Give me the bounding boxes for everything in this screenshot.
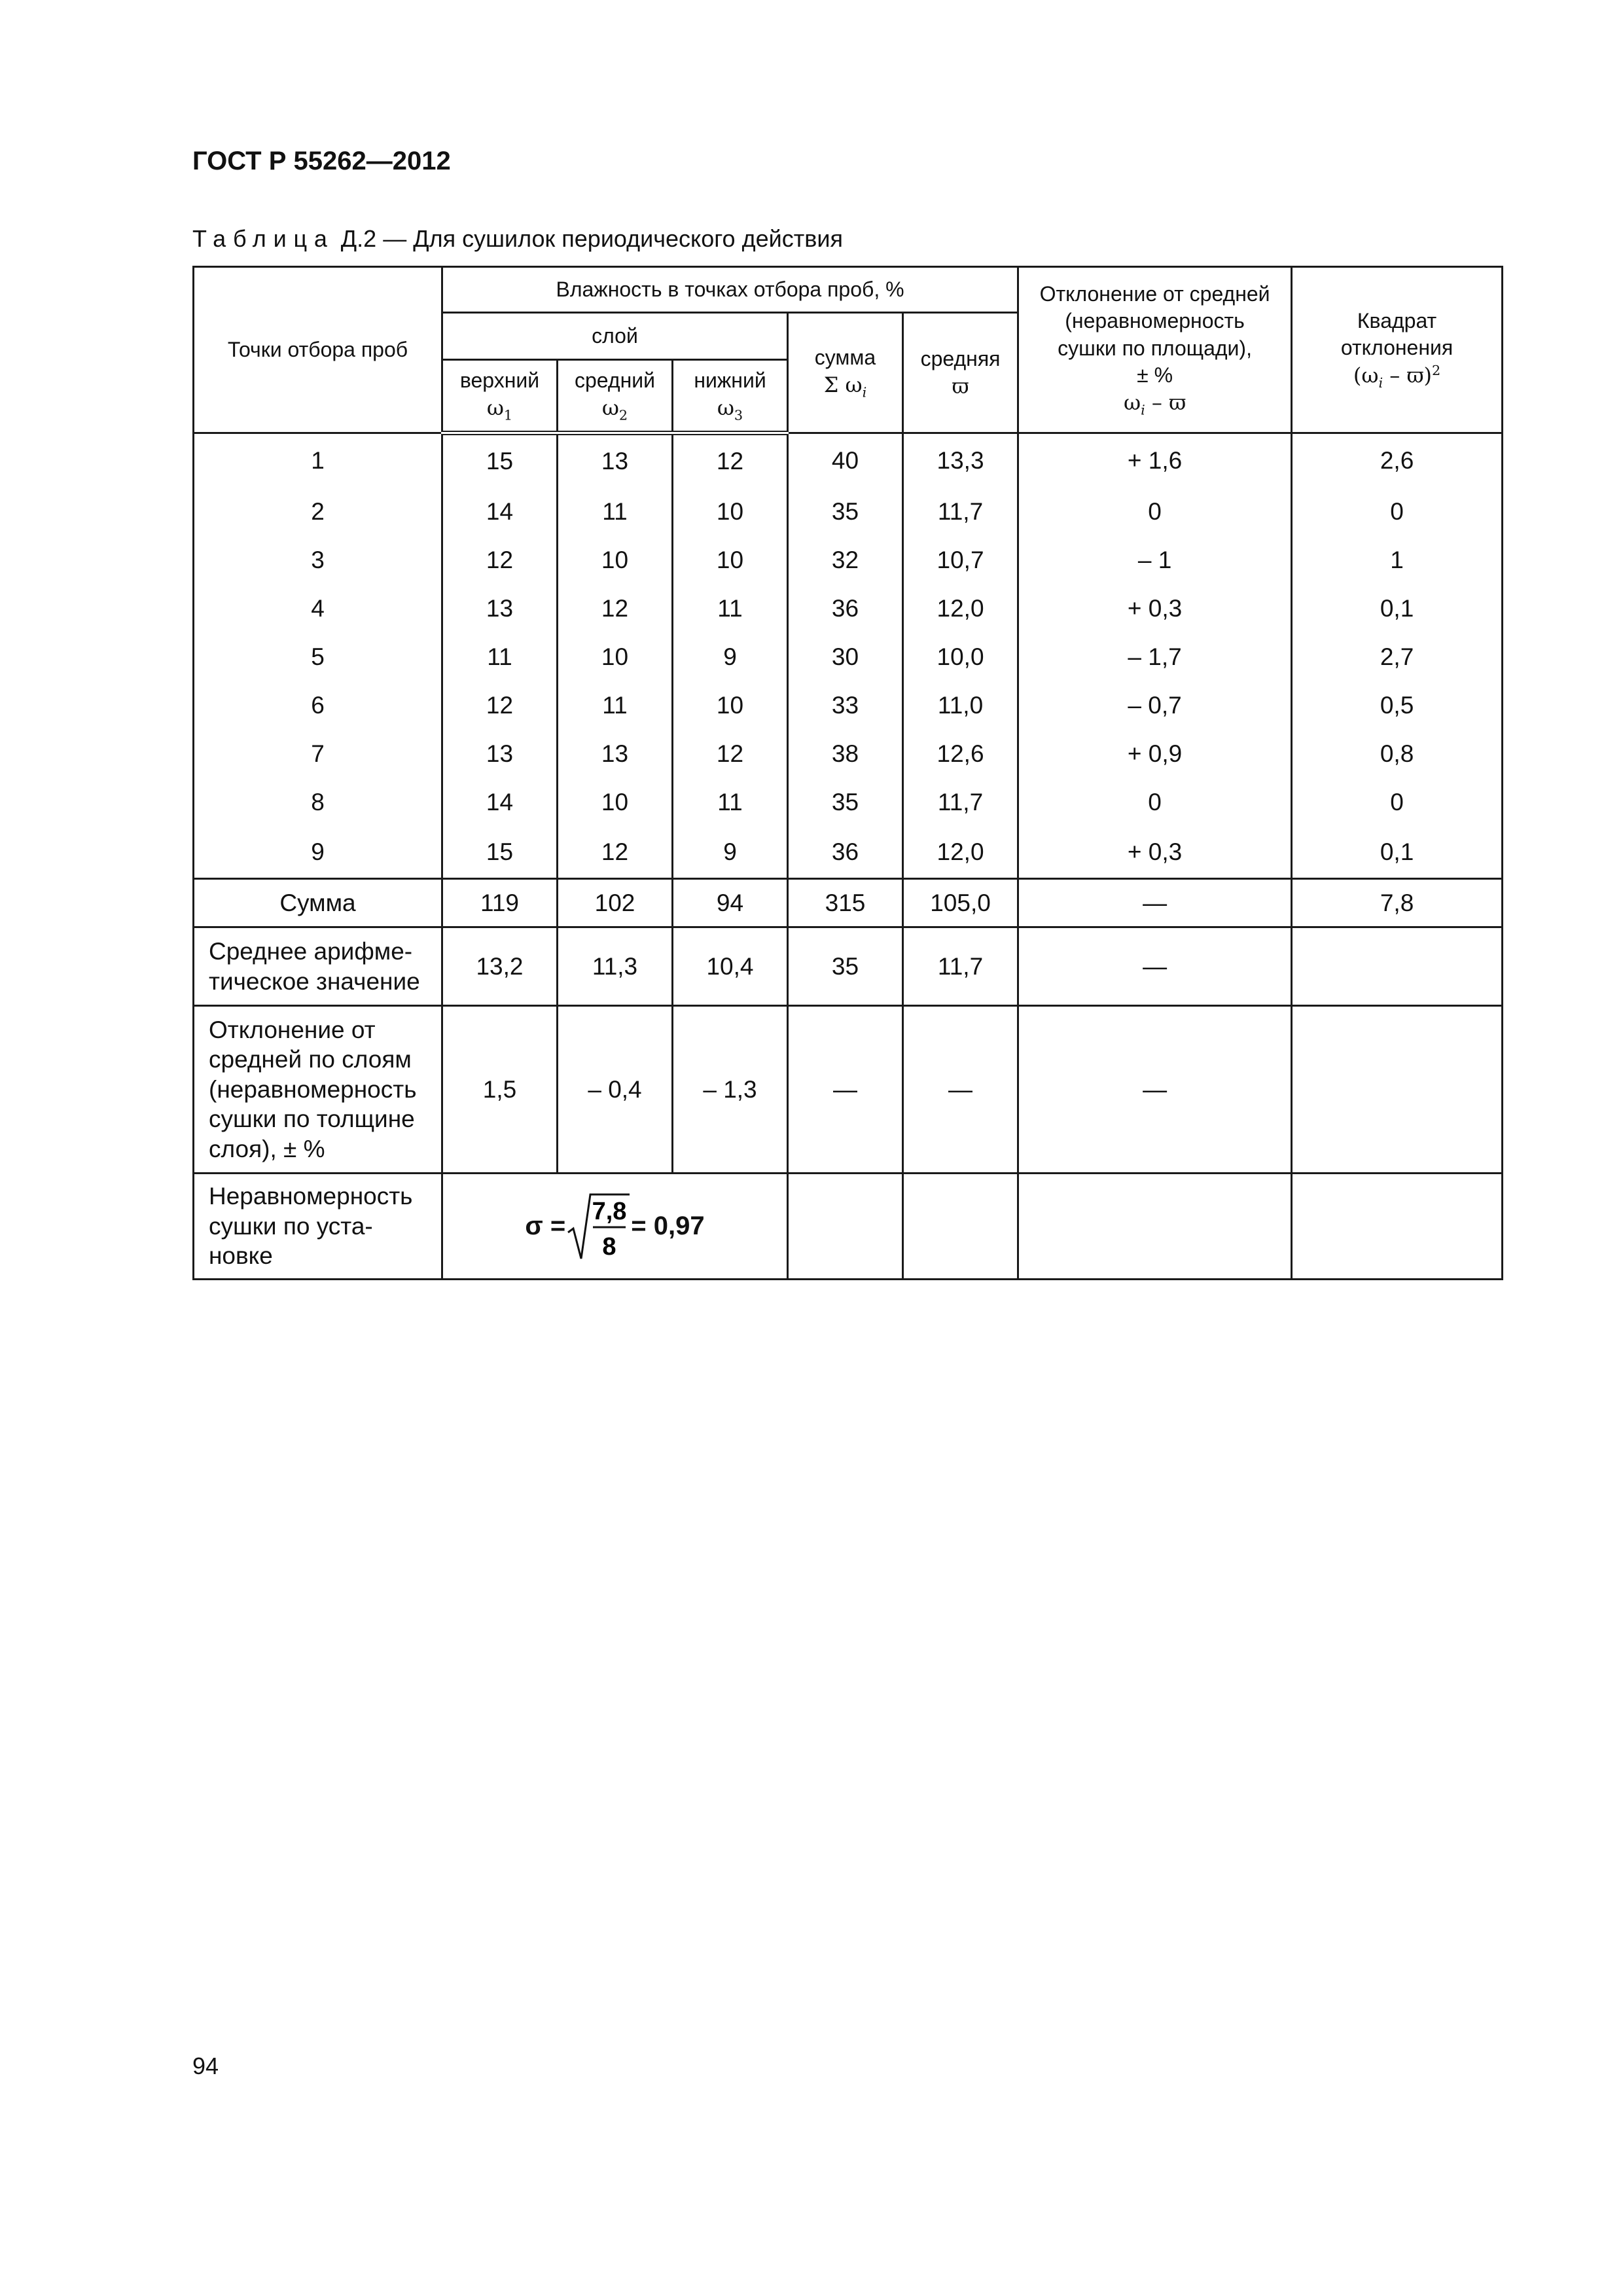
middle-sym: ω [601,395,619,420]
header-deviation-line1: Отклонение от средней [1039,281,1270,306]
table-cell: 12,0 [903,827,1018,879]
header-square [1292,267,1503,433]
sum-row-cell: 105,0 [903,879,1018,927]
header-upper [442,360,558,433]
table-cell: 11 [558,488,673,536]
layer-dev-line5: слоя), ± % [209,1135,325,1162]
sum-row-cell: 119 [442,879,558,927]
table-cell: – 1,7 [1018,633,1292,681]
table-cell: 10 [558,536,673,584]
mean-row-cell: 10,4 [673,927,788,1006]
header-deviation-line2: (неравномерность [1065,309,1245,333]
header-layer: слой [442,313,788,360]
layer-deviation-cell: — [788,1006,903,1174]
header-middle [558,360,673,433]
table-cell: 10,0 [903,633,1018,681]
square-sym-a: (ω [1353,363,1379,388]
table-cell: 12,6 [903,730,1018,778]
table-cell: – 0,7 [1018,681,1292,730]
table-cell: 12 [558,827,673,879]
header-upper-label: верхний [459,368,540,392]
header-sampling-points: Точки отбора проб [194,267,442,433]
table-cell: 12 [442,536,558,584]
sum-row-cell: 102 [558,879,673,927]
table-row [194,433,1503,488]
header-lower-symbol [677,395,783,424]
table-cell: 0 [1018,778,1292,827]
layer-deviation-cell: – 0,4 [558,1006,673,1174]
table-cell: 14 [442,778,558,827]
table-cell: 35 [788,778,903,827]
table-cell: 11 [673,584,788,633]
table-cell: 13 [442,730,558,778]
mean-label-line2: тическое значение [209,967,420,995]
layer-deviation-cell: — [1018,1006,1292,1174]
layer-deviation-cell [1292,1006,1503,1174]
sum-row-cell: 7,8 [1292,879,1503,927]
square-sub: i [1378,375,1383,391]
table-cell: 11 [442,633,558,681]
header-square-line2: отклонения [1340,336,1454,360]
table-cell: 0 [1292,488,1503,536]
mean-row [194,927,1503,1006]
header-square-line1: Квадрат [1357,308,1437,332]
table-cell: 32 [788,536,903,584]
unevenness-row [194,1174,1503,1280]
mean-row-cell [1292,927,1503,1006]
table-cell: 30 [788,633,903,681]
layer-deviation-cell: – 1,3 [673,1006,788,1174]
header-average-symbol: ϖ [952,373,969,399]
sum-row [194,879,1503,927]
mean-row-label [194,927,442,1006]
deviation-sym-a: ω [1123,389,1141,415]
unevenness-line1: Неравномерность [209,1183,413,1210]
unevenness-label [194,1174,442,1280]
table-cell: 0,8 [1292,730,1503,778]
square-root-icon [565,1191,631,1263]
sigma-formula [525,1191,704,1263]
table-cell: 10 [673,488,788,536]
header-sum-symbol [793,372,898,401]
table-cell: 9 [673,633,788,681]
sum-row-cell: 94 [673,879,788,927]
table-cell: 12 [442,681,558,730]
table-row [194,827,1503,879]
table-cell: 33 [788,681,903,730]
layer-dev-line1: Отклонение от [209,1016,376,1043]
table-body [194,433,1503,879]
sum-sub: i [862,384,867,400]
table-cell: 11,7 [903,488,1018,536]
point-number-cell: 1 [194,433,442,488]
table-row [194,633,1503,681]
unevenness-line3: новке [209,1242,273,1270]
table-cell: 14 [442,488,558,536]
caption-number: Д.2 [340,225,377,252]
table-cell: 2,7 [1292,633,1503,681]
table-cell: 13 [442,584,558,633]
header-middle-symbol [562,395,668,424]
caption-text: Для сушилок периодического действия [413,225,843,252]
sum-row-cell: 315 [788,879,903,927]
table-cell: 10 [673,536,788,584]
unevenness-line2: сушки по уста- [209,1212,373,1240]
mean-row-cell: 35 [788,927,903,1006]
point-number-cell: 5 [194,633,442,681]
header-middle-label: средний [575,368,655,392]
page-number: 94 [192,2053,219,2079]
table-cell: 0 [1292,778,1503,827]
table-cell: 12,0 [903,584,1018,633]
header-average-label: средняя [920,346,1001,370]
point-number-cell: 3 [194,536,442,584]
table-cell: 12 [673,730,788,778]
point-number-cell: 8 [194,778,442,827]
caption-dash: — [383,225,407,252]
table-row [194,681,1503,730]
layer-dev-line4: сушки по толщине [209,1105,415,1133]
deviation-sym-b: – ϖ [1145,389,1186,415]
header-sum [788,313,903,433]
sum-row-label: Сумма [194,879,442,927]
table-cell: 10 [558,778,673,827]
upper-sub: 1 [503,406,513,423]
formula-denominator: 8 [602,1232,616,1261]
lower-sub: 3 [734,406,743,423]
table-cell: 12 [673,433,788,488]
mean-row-cell: 11,3 [558,927,673,1006]
table-row [194,488,1503,536]
table-row [194,584,1503,633]
header-square-symbol [1296,362,1497,392]
table-cell: 11 [558,681,673,730]
table-cell: 0,5 [1292,681,1503,730]
unevenness-empty-cell [788,1174,903,1280]
mean-row-cell: — [1018,927,1292,1006]
table-cell: – 1 [1018,536,1292,584]
deviation-sub: i [1141,402,1145,418]
drying-table [192,266,1503,1280]
layer-deviation-label [194,1006,442,1174]
formula-lhs: σ = [525,1211,566,1240]
middle-sub: 2 [618,406,628,423]
unevenness-empty-cell [903,1174,1018,1280]
formula-result: = 0,97 [631,1211,705,1240]
layer-dev-line2: средней по слоям [209,1046,412,1073]
table-cell: 36 [788,827,903,879]
mean-row-cell: 13,2 [442,927,558,1006]
header-lower [673,360,788,433]
document-header: ГОСТ Р 55262—2012 [192,147,451,175]
header-upper-symbol [447,395,552,424]
table-cell: 10 [558,633,673,681]
table-cell: 2,6 [1292,433,1503,488]
upper-sym: ω [486,395,504,420]
table-cell: 12 [558,584,673,633]
layer-deviation-cell: — [903,1006,1018,1174]
header-deviation-symbol [1023,389,1287,419]
header-sum-label: сумма [814,345,876,369]
table-cell: 35 [788,488,903,536]
mean-label-line1: Среднее арифме- [209,938,413,965]
table-cell: 0 [1018,488,1292,536]
point-number-cell: 6 [194,681,442,730]
table-cell: 0,1 [1292,827,1503,879]
unevenness-empty-cell [1018,1174,1292,1280]
caption-prefix: Таблица [192,225,334,252]
table-cell: 11 [673,778,788,827]
sum-row-cell: — [1018,879,1292,927]
lower-sym: ω [717,395,734,420]
table-row [194,536,1503,584]
table-cell: + 0,3 [1018,827,1292,879]
header-lower-label: нижний [694,368,766,392]
table-cell: + 0,3 [1018,584,1292,633]
table-cell: 40 [788,433,903,488]
table-cell: 0,1 [1292,584,1503,633]
table-cell: 9 [673,827,788,879]
point-number-cell: 2 [194,488,442,536]
layer-dev-line3: (неравномерность [209,1075,417,1103]
table-caption [192,225,843,253]
table-cell: 1 [1292,536,1503,584]
table-cell: 11,7 [903,778,1018,827]
formula-numerator: 7,8 [592,1197,627,1225]
table-summary [194,879,1503,1280]
layer-deviation-row [194,1006,1503,1174]
square-sup: 2 [1432,363,1441,379]
table-cell: 15 [442,433,558,488]
table-cell: 13,3 [903,433,1018,488]
table-cell: + 0,9 [1018,730,1292,778]
header-average [903,313,1018,433]
table-row [194,778,1503,827]
table-cell: 11,0 [903,681,1018,730]
mean-row-cell: 11,7 [903,927,1018,1006]
table-cell: 10 [673,681,788,730]
header-deviation-line4: ± % [1137,363,1173,387]
header-moisture-group: Влажность в точках отбора проб, % [442,267,1018,313]
table-cell: 13 [558,433,673,488]
unevenness-empty-cell [1292,1174,1503,1280]
header-deviation-line3: сушки по площади), [1058,336,1252,360]
point-number-cell: 4 [194,584,442,633]
layer-deviation-cell: 1,5 [442,1006,558,1174]
sum-sym: Σ ω [823,372,863,397]
table-cell: 10,7 [903,536,1018,584]
header-deviation [1018,267,1292,433]
table-cell: + 1,6 [1018,433,1292,488]
point-number-cell: 7 [194,730,442,778]
table-cell: 15 [442,827,558,879]
point-number-cell: 9 [194,827,442,879]
unevenness-formula-cell [442,1174,788,1280]
table-header [194,267,1503,433]
table-cell: 36 [788,584,903,633]
table-cell: 38 [788,730,903,778]
square-sym-b: – ϖ) [1383,363,1433,388]
table-cell: 13 [558,730,673,778]
table-row [194,730,1503,778]
